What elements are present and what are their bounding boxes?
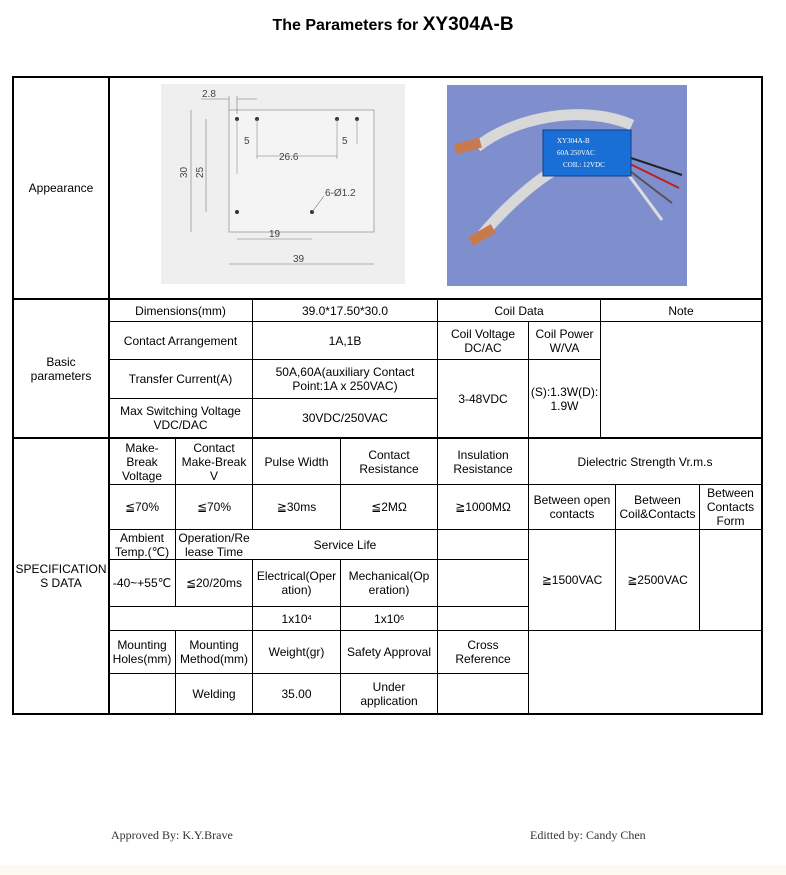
make-break-voltage-value: ≦70% [124, 500, 160, 514]
insulation-resistance-value: ≧1000MΩ [455, 500, 511, 514]
service-life-label: Service Life [313, 537, 377, 552]
dimensions-value: 39.0*17.50*30.0 [301, 303, 389, 318]
page-title: The Parameters for XY304A-B [272, 14, 514, 35]
photo-label-coil: COIL: 12VDC [563, 161, 605, 169]
contact-resistance-label: Contact Resistance [359, 447, 419, 476]
coil-data-label: Coil Data [494, 303, 544, 318]
between-open-contacts-value: ≧1500VAC [541, 573, 603, 587]
electrical-operation-label: Electrical(Oper ation) [256, 569, 337, 597]
note-label: Note [668, 303, 694, 318]
transfer-current-value: 50A,60A(auxiliary Contact Point:1A x 250VAC) [275, 365, 415, 393]
operation-release-label: Operation/Re lease Time [178, 530, 250, 559]
contact-resistance-value: ≦2MΩ [371, 500, 407, 514]
dim-39: 39 [293, 254, 305, 265]
dim-5-right: 5 [342, 136, 348, 147]
weight-label: Weight(gr) [268, 645, 325, 659]
insulation-resistance-label: Insulation Resistance [453, 447, 513, 476]
contact-make-break-label: Contact Make-Break V [181, 440, 247, 483]
coil-voltage-value: 3-48VDC [458, 391, 508, 406]
dimensions-label: Dimensions(mm) [135, 303, 226, 318]
edited-by: Editted by: Candy Chen [530, 828, 646, 842]
dim-19: 19 [269, 229, 281, 240]
transfer-current-label: Transfer Current(A) [128, 372, 233, 386]
mechanical-life-value: 1x10 6 [374, 611, 404, 626]
safety-approval-value: Under application [360, 679, 418, 708]
coil-voltage-label: Coil Voltage DC/AC [450, 326, 516, 355]
specification-data-label: SPECIFICATION S DATA [15, 562, 107, 590]
ambient-temp-label: Ambient Temp.(℃) [114, 530, 170, 559]
dim-2-8: 2.8 [202, 89, 216, 100]
electrical-life-value: 1x10 4 [281, 611, 312, 626]
max-switching-value: 30VDC/250VAC [302, 411, 388, 425]
pulse-width-value: ≧30ms [276, 500, 317, 514]
weight-value: 35.00 [281, 686, 312, 701]
coil-power-value: (S):1.3W(D): 1.9W [530, 384, 599, 413]
model-number: XY304A-B [422, 14, 514, 35]
make-break-voltage-label: Make-Break Voltage [121, 440, 163, 483]
ambient-temp-value: -40~+55℃ [112, 576, 172, 590]
mounting-method-value: Welding [192, 686, 236, 701]
pulse-width-label: Pulse Width [264, 454, 329, 469]
basic-parameters-label: Basic parameters [30, 354, 92, 383]
coil-power-label: Coil Power W/VA [535, 326, 594, 355]
cross-reference-label: Cross Reference [455, 638, 511, 666]
operation-release-value: ≦20/20ms [185, 576, 243, 590]
contact-make-break-value: ≦70% [196, 500, 232, 514]
contact-arrangement-value: 1A,1B [328, 333, 362, 348]
approved-by: Approved By: K.Y.Brave [111, 828, 233, 842]
mounting-method-label: Mounting Method(mm) [179, 638, 248, 666]
dim-hole: 6-Ø1.2 [325, 188, 356, 199]
mounting-holes-label: Mounting Holes(mm) [112, 638, 172, 666]
contact-arrangement-label: Contact Arrangement [123, 333, 238, 348]
dim-25: 25 [195, 166, 206, 178]
dim-5-left: 5 [244, 136, 250, 147]
between-coil-contacts-value: ≧2500VAC [627, 573, 688, 587]
between-contacts-form-label: Between Contacts Form [706, 486, 755, 528]
dielectric-strength-label: Dielectric Strength Vr.m.s [577, 454, 713, 469]
between-open-contacts-label: Between open contacts [533, 493, 611, 521]
photo-label-rating: 60A 250VAC [557, 149, 595, 157]
dim-30: 30 [179, 166, 190, 178]
relay-photo [447, 85, 687, 286]
dim-26-6: 26.6 [279, 152, 299, 163]
appearance-label: Appearance [28, 181, 94, 195]
dimension-drawing [161, 84, 405, 284]
between-coil-contacts-label: Between Coil&Contacts [619, 493, 696, 521]
max-switching-label: Max Switching Voltage VDC/DAC [120, 404, 241, 432]
photo-label-model: XY304A-B [557, 137, 590, 145]
safety-approval-label: Safety Approval [346, 645, 432, 659]
bottom-band [0, 865, 786, 875]
mechanical-operation-label: Mechanical(Op eration) [348, 569, 430, 597]
